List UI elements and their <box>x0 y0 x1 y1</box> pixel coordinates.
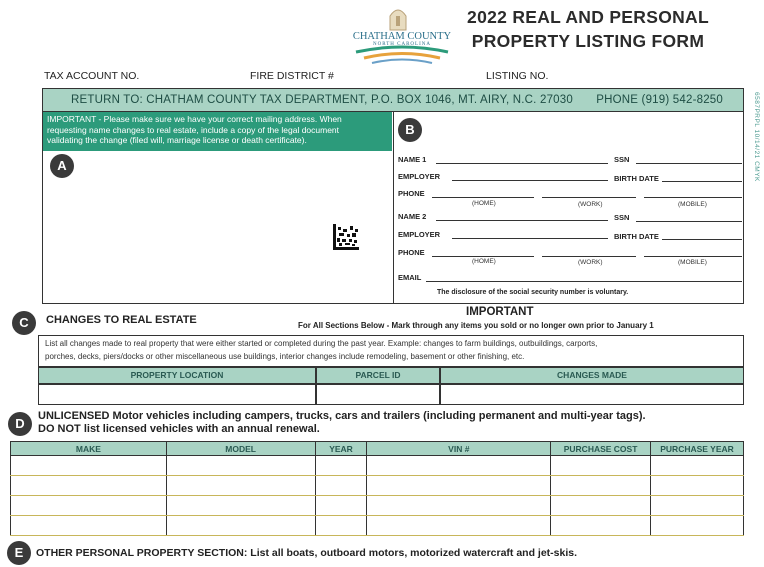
employer1-label: EMPLOYER <box>398 172 441 181</box>
ssn2-field[interactable] <box>636 221 742 222</box>
make-cell[interactable] <box>11 496 167 516</box>
col-purchase-year: PURCHASE YEAR <box>651 442 744 456</box>
model-cell[interactable] <box>166 476 315 496</box>
col-model: MODEL <box>166 442 315 456</box>
col-make: MAKE <box>11 442 167 456</box>
phone1-mobile-field[interactable] <box>644 197 742 198</box>
phone2-work-field[interactable] <box>542 256 636 257</box>
vehicles-table <box>10 441 744 536</box>
phone2-home-field[interactable] <box>432 256 534 257</box>
birth1-label: BIRTH DATE <box>614 174 659 183</box>
purchase-year-cell[interactable] <box>651 456 744 476</box>
logo-text: CHATHAM COUNTY <box>352 31 452 42</box>
purchase-cost-cell[interactable] <box>551 496 651 516</box>
col-changes-made: CHANGES MADE <box>440 367 744 384</box>
vin-cell[interactable] <box>367 456 551 476</box>
ssn1-field[interactable] <box>636 163 742 164</box>
email-label: EMAIL <box>398 273 422 282</box>
model-cell[interactable] <box>166 516 315 536</box>
table-row <box>11 476 744 496</box>
col-year: YEAR <box>315 442 367 456</box>
marker-a: A <box>50 154 74 178</box>
vin-cell[interactable] <box>367 516 551 536</box>
year-cell[interactable] <box>315 476 367 496</box>
phone2-home-caption: (HOME) <box>472 258 496 265</box>
phone2-label: PHONE <box>398 248 425 257</box>
important-mailing-note: IMPORTANT - Please make sure we have your correct mailing address. When requesting name changes to real estate, include a copy of the legal document validating the change (filed will, marriage license or death certificate). <box>43 112 392 151</box>
purchase-cost-cell[interactable] <box>551 516 651 536</box>
marker-e: E <box>7 541 31 565</box>
form-code: 6587PRPL 10/14/21 CMYK <box>753 92 760 182</box>
marker-d: D <box>8 412 32 436</box>
important-subtitle: For All Sections Below - Mark through any items you sold or no longer own prior to January 1 <box>298 321 654 330</box>
marker-b: B <box>398 118 422 142</box>
fire-district-label: FIRE DISTRICT # <box>250 70 334 82</box>
property-location-cell[interactable] <box>38 384 316 405</box>
phone1-work-field[interactable] <box>542 197 636 198</box>
phone1-work-caption: (WORK) <box>578 201 603 208</box>
make-cell[interactable] <box>11 456 167 476</box>
vehicles-title: UNLICENSED Motor vehicles including campers, trucks, cars and trailers (including permanent and multi-year tags). DO NOT list licensed vehicles with an annual renewal. <box>38 410 646 435</box>
phone1-label: PHONE <box>398 189 425 198</box>
make-cell[interactable] <box>11 476 167 496</box>
employer2-field[interactable] <box>452 238 608 239</box>
mailing-address-area[interactable] <box>78 156 328 291</box>
year-cell[interactable] <box>315 496 367 516</box>
ssn-disclosure-note: The disclosure of the social security number is voluntary. <box>437 289 629 296</box>
name2-field[interactable] <box>436 220 608 221</box>
birth2-field[interactable] <box>662 239 742 240</box>
table-row <box>11 516 744 536</box>
name2-label: NAME 2 <box>398 212 427 221</box>
model-cell[interactable] <box>166 496 315 516</box>
col-purchase-cost: PURCHASE COST <box>551 442 651 456</box>
vin-cell[interactable] <box>367 476 551 496</box>
return-phone: PHONE (919) 542-8250 <box>596 94 723 106</box>
box-divider <box>393 112 394 304</box>
year-cell[interactable] <box>315 456 367 476</box>
name1-field[interactable] <box>436 163 608 164</box>
real-estate-description: List all changes made to real property that were either started or completed during the past year. Example: changes to farm buildings, outbuildings, carports, porches, decks, piers/docks or other miscellaneous use buildings, interior changes include remodeling, basement or other finishing, etc. <box>38 335 744 367</box>
parcel-id-cell[interactable] <box>316 384 440 405</box>
important-title: IMPORTANT <box>466 306 534 318</box>
ssn1-label: SSN <box>614 155 630 164</box>
employer1-field[interactable] <box>452 180 608 181</box>
phone2-mobile-field[interactable] <box>644 256 742 257</box>
name1-label: NAME 1 <box>398 155 427 164</box>
col-parcel-id: PARCEL ID <box>316 367 440 384</box>
phone2-work-caption: (WORK) <box>578 259 603 266</box>
col-property-location: PROPERTY LOCATION <box>38 367 316 384</box>
tax-account-label: TAX ACCOUNT NO. <box>44 70 140 82</box>
ssn2-label: SSN <box>614 213 630 222</box>
col-vin: VIN # <box>367 442 551 456</box>
purchase-cost-cell[interactable] <box>551 476 651 496</box>
marker-c: C <box>12 311 36 335</box>
table-row <box>11 456 744 476</box>
purchase-cost-cell[interactable] <box>551 456 651 476</box>
purchase-year-cell[interactable] <box>651 476 744 496</box>
phone2-mobile-caption: (MOBILE) <box>678 259 707 266</box>
barcode-image <box>333 224 359 250</box>
make-cell[interactable] <box>11 516 167 536</box>
logo-subtext: NORTH CAROLINA <box>372 42 431 47</box>
purchase-year-cell[interactable] <box>651 516 744 536</box>
table-row <box>11 496 744 516</box>
model-cell[interactable] <box>166 456 315 476</box>
return-address-bar <box>42 88 744 112</box>
purchase-year-cell[interactable] <box>651 496 744 516</box>
email-field[interactable] <box>426 281 742 282</box>
return-address: RETURN TO: CHATHAM COUNTY TAX DEPARTMENT, P.O. BOX 1046, MT. AIRY, N.C. 27030 <box>71 94 573 106</box>
year-cell[interactable] <box>315 516 367 536</box>
real-estate-title: CHANGES TO REAL ESTATE <box>46 314 197 326</box>
vin-cell[interactable] <box>367 496 551 516</box>
phone1-mobile-caption: (MOBILE) <box>678 201 707 208</box>
other-property-title: OTHER PERSONAL PROPERTY SECTION: List all boats, outboard motors, motorized watercraft and jet-skis. <box>36 547 578 559</box>
birth2-label: BIRTH DATE <box>614 232 659 241</box>
listing-no-label: LISTING NO. <box>486 70 549 82</box>
employer2-label: EMPLOYER <box>398 230 441 239</box>
birth1-field[interactable] <box>662 181 742 182</box>
phone1-home-field[interactable] <box>432 197 534 198</box>
form-title: 2022 REAL AND PERSONAL PROPERTY LISTING FORM <box>467 7 709 51</box>
changes-made-cell[interactable] <box>440 384 744 405</box>
phone1-home-caption: (HOME) <box>472 200 496 207</box>
